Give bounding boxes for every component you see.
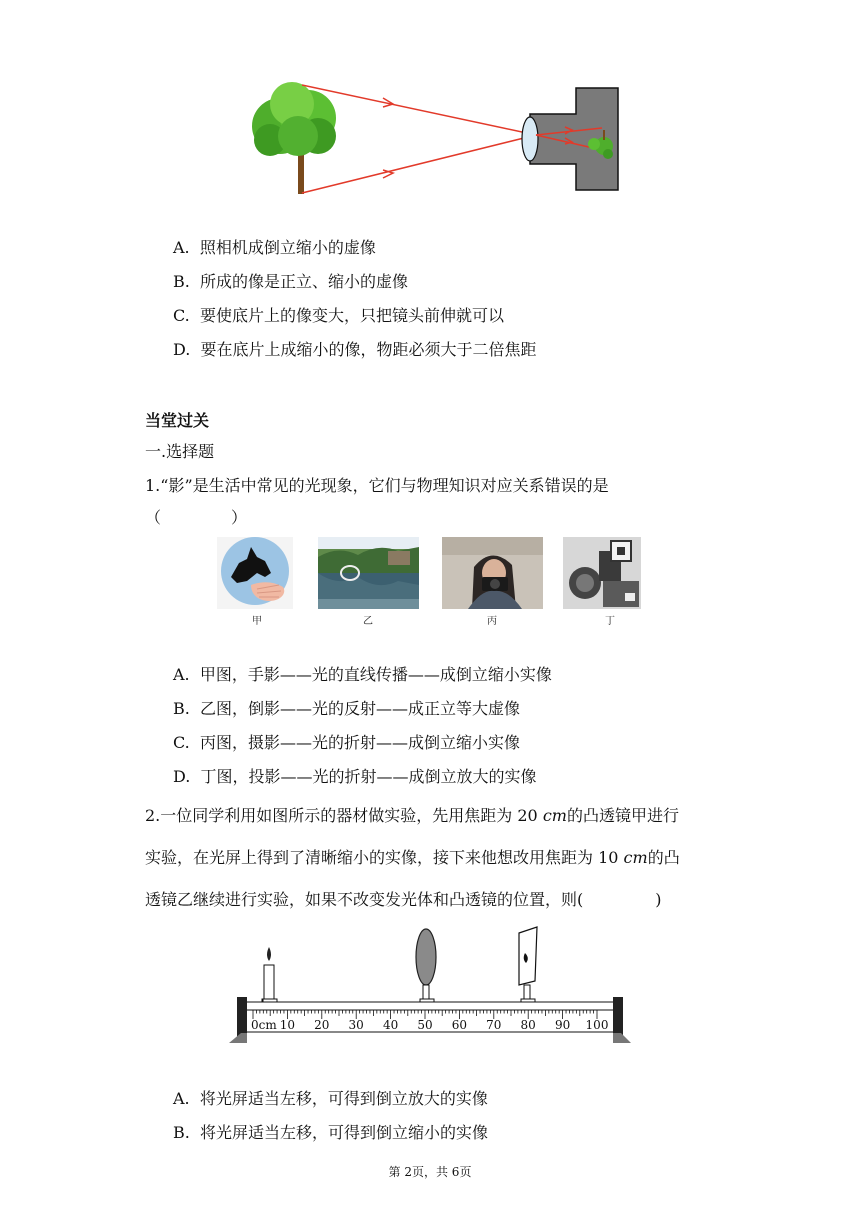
- option-b: B. 所成的像是正立、缩小的虚像: [173, 272, 409, 291]
- q1-option-b: B. 乙图，倒影——光的反射——成正立等大虚像: [173, 699, 521, 718]
- lens-icon: [522, 117, 538, 161]
- caption-yi: 乙: [363, 616, 373, 627]
- candle-icon: [262, 947, 276, 1005]
- ruler-label: 60: [451, 1018, 468, 1032]
- ruler-label: 10: [279, 1018, 296, 1032]
- caption-bing: 丙: [487, 616, 497, 627]
- photo-photography: [442, 537, 543, 609]
- q2-option-a: A. 将光屏适当左移，可得到倒立放大的实像: [173, 1089, 488, 1108]
- caption-ding: 丁: [605, 616, 615, 627]
- photo-projector: [563, 537, 641, 609]
- ruler-label: 0cm: [251, 1018, 277, 1032]
- q1-stem: 1.“影”是生活中常见的光现象，它们与物理知识对应关系错误的是: [145, 476, 609, 495]
- optical-bench-diagram: [225, 925, 635, 1050]
- ruler-label: 30: [348, 1018, 364, 1032]
- photo-reflection: [318, 537, 419, 609]
- caption-jia: 甲: [252, 616, 262, 627]
- ruler-label: 80: [520, 1018, 536, 1032]
- section-title: 当堂过关: [145, 411, 210, 430]
- q1-option-c: C. 丙图，摄影——光的折射——成倒立缩小实像: [173, 733, 520, 752]
- tree-icon: [252, 82, 336, 194]
- section-subtitle: 一.选择题: [145, 442, 215, 461]
- q1-option-d: D. 丁图，投影——光的折射——成倒立放大的实像: [173, 767, 537, 786]
- light-screen-icon: [519, 927, 537, 999]
- option-d: D. 要在底片上成缩小的像，物距必须大于二倍焦距: [173, 340, 537, 359]
- q1-answer-paren: （ ）: [145, 508, 248, 527]
- q2-line-1: 2.一位同学利用如图所示的器材做实验，先用焦距为 20 cm的凸透镜甲进行: [145, 806, 679, 825]
- ruler-label: 100: [585, 1018, 609, 1032]
- q2-option-b: B. 将光屏适当左移，可得到倒立缩小的实像: [173, 1123, 489, 1142]
- q2-line-2: 实验，在光屏上得到了清晰缩小的实像，接下来他想改用焦距为 10 cm的凸: [145, 848, 680, 867]
- ruler-label: 20: [314, 1018, 330, 1032]
- photo-hand-shadow: [217, 537, 293, 609]
- q1-option-a: A. 甲图，手影——光的直线传播——成倒立缩小实像: [173, 665, 552, 684]
- ruler-label: 50: [417, 1018, 433, 1032]
- ruler-label: 40: [382, 1018, 399, 1032]
- camera-lens-diagram: [230, 78, 630, 200]
- ruler-label: 90: [554, 1018, 571, 1032]
- page-footer: 第 2页，共 6页: [388, 1165, 472, 1179]
- ruler-label: 70: [486, 1018, 502, 1032]
- q2-line-3: 透镜乙继续进行实验，如果不改变发光体和凸透镜的位置，则( ): [145, 890, 662, 909]
- option-c: C. 要使底片上的像变大，只把镜头前伸就可以: [173, 306, 504, 325]
- convex-lens-icon: [416, 929, 436, 999]
- option-a: A. 照相机成倒立缩小的虚像: [173, 238, 376, 257]
